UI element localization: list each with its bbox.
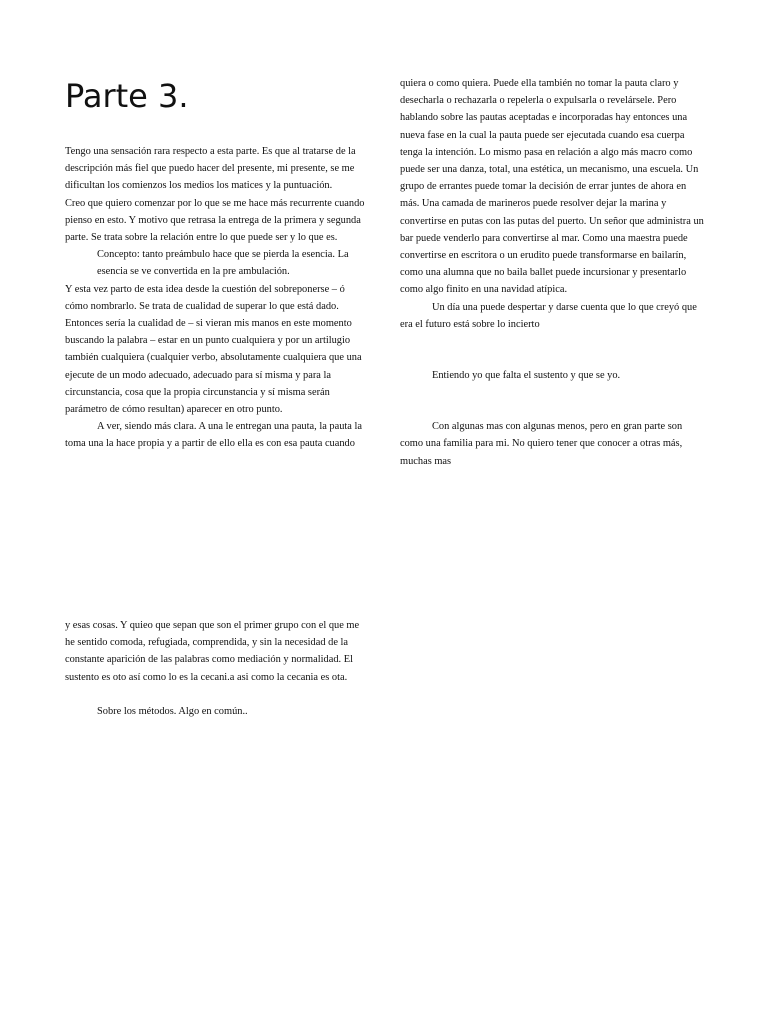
page-title: Parte 3. (65, 77, 189, 115)
paragraph: A ver, siendo más clara. A una le entregan una pauta, la pauta la toma una la hace propia y a partir de ello ella es con esa pauta cuando (65, 421, 363, 450)
paragraph: quiera o como quiera. Puede ella también no tomar la pauta claro y desecharla o rechazarla o repelerla o expulsarla o revelársele. Pero hablando sobre las pautas aceptadas e incorporadas hay entonces una nueva fase en la cual la pauta puede ser ejecutada cuando esa cuerpa tenga la intención. Lo mismo pasa en relación a algo más macro como puede ser una danza, total, una estética, un mecanismo, una escuela. Un grupo de errantes puede tomar la decisión de errar juntes de ahora en más. Una camada de marineros puede resolver dejar la marina y convertirse en putas con las putas del puerto. Un señor que administra un bar puede venderlo para convertirse al mar. Como una maestra puede convertirse en escritora o un erudito puede transformarse en bailarín, como una alumna que no baila ballet puede incursionar y presentarlo como algo finito en una navidad atípica. (400, 78, 704, 296)
paragraph: Un día una puede despertar y darse cuenta que lo que creyó que era el futuro está sobre lo incierto (400, 301, 697, 330)
paragraph: Creo que quiero comenzar por lo que se me hace más recurrente cuando pienso en esto. Y motivo que retrasa la entrega de la primera y segunda parte. Se trata sobre la relación entre lo que puede ser y lo que es. (65, 197, 365, 244)
paragraph: Tengo una sensación rara respecto a esta parte. Es que al tratarse de la descripción más fiel que puedo hacer del presente, mi presente, se me dificultan los comienzos los medios los matices y la puntuación. (65, 146, 356, 192)
right-column (400, 75, 706, 470)
paragraph: Y esta vez parto de esta idea desde la cuestión del sobreponerse – ó cómo nombrarlo. Se trata de cualidad de superar lo que está dado. Entonces sería la cualidad de – si vieran mis manos en este momento buscando la palabra – estar en un punto cualquiera y por un artilugio también cualquiera (cualquier verbo, absolutamente cualquiera que una ejecute de un modo adecuado, adecuado para sí misma y para la circunstancia, cosa que la propia circunstancia y sí misma serán parámetro de cómo resultan) aparecer en otro punto. (65, 283, 362, 416)
paragraph: Sobre los métodos. Algo en común.. (97, 705, 248, 717)
left-column-bottom (65, 617, 370, 720)
paragraph: y esas cosas. Y quieo que sepan que son el primer grupo con el que me he sentido comoda, refugiada, comprendida, y sin la necesidad de la constante aparición de las palabras como mediación y normalidad. El sustento es oto así como lo es la cecani.a asi como la cecania es ota. (65, 620, 360, 683)
paragraph: Con algunas mas con algunas menos, pero en gran parte son como una familia para mi. No quiero tener que conocer a otras más, muchas mas (400, 421, 683, 467)
paragraph: Entiendo yo que falta el sustento y que se yo. (432, 370, 621, 382)
left-column-top (65, 143, 370, 453)
indented-block: Concepto: tanto preámbulo hace que se pierda la esencia. La esencia se ve convertida en la pre ambulación. (97, 249, 349, 278)
